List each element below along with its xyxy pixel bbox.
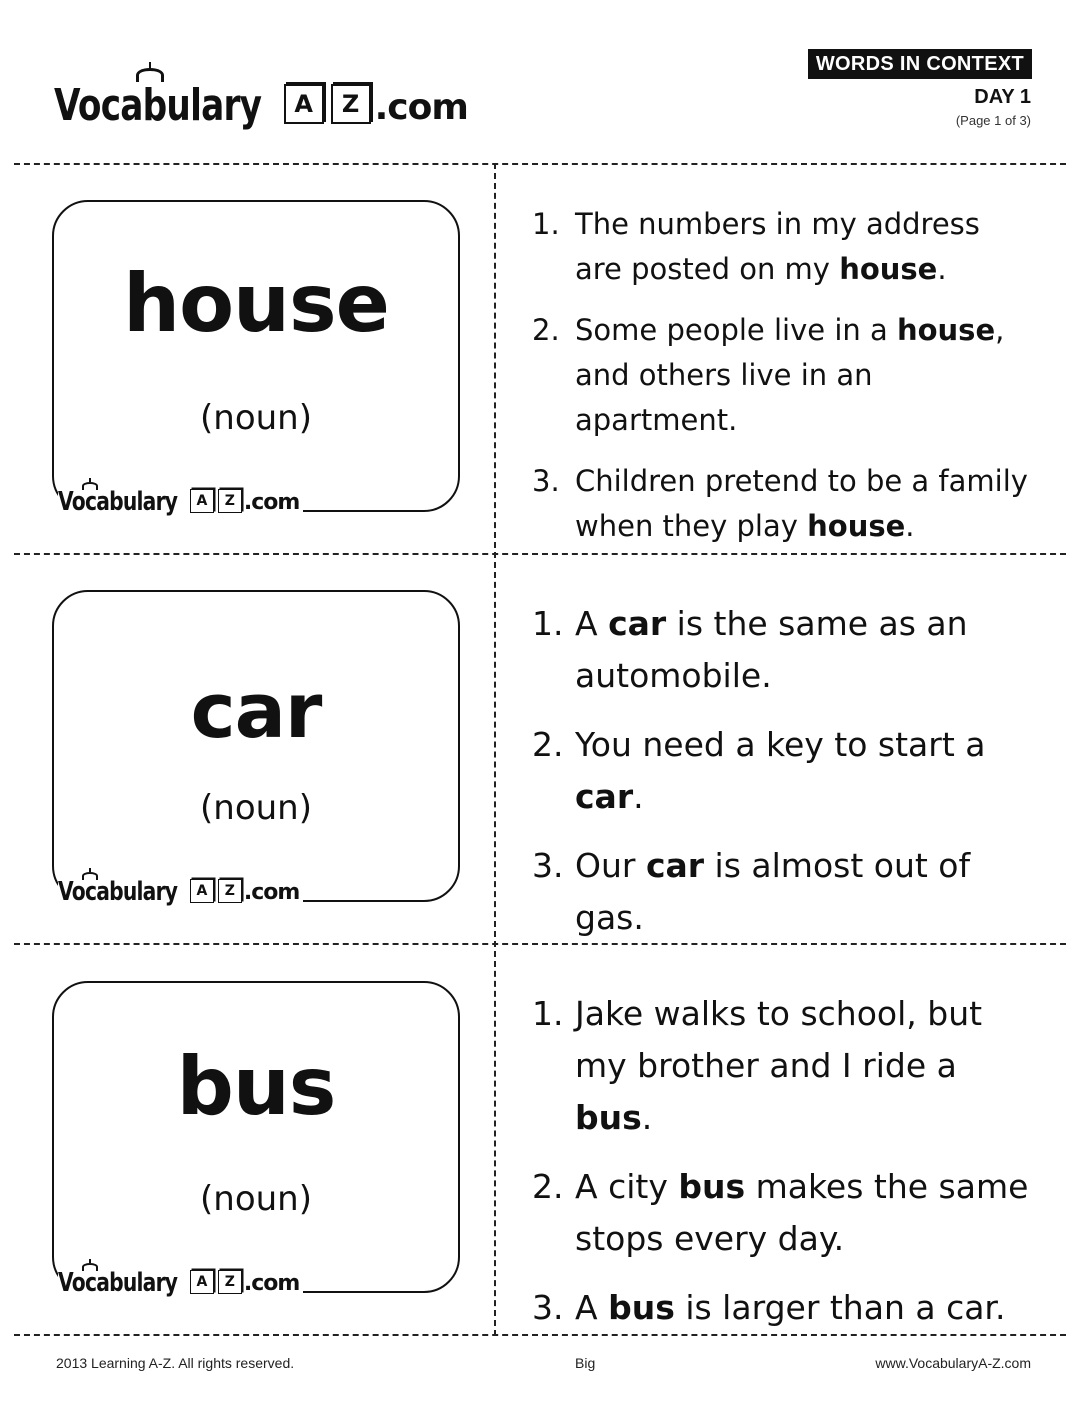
logo-word: Vocabulary xyxy=(58,487,178,517)
logo-dotcom: .com xyxy=(374,87,468,128)
part-of-speech: (noun) xyxy=(200,398,312,438)
keyword: bus xyxy=(608,1288,675,1327)
logo-word: Vocabulary xyxy=(58,877,178,907)
logo-blocks xyxy=(190,1270,246,1297)
sentence-list-house xyxy=(532,202,1032,565)
logo-blocks xyxy=(284,84,378,128)
word-card-house xyxy=(52,200,460,517)
logo-dotcom: .com xyxy=(243,490,300,515)
letter-block-a-icon: A xyxy=(190,879,214,903)
logo-blocks xyxy=(190,489,246,516)
logo-dotcom: .com xyxy=(243,880,300,905)
word-card-bus xyxy=(52,981,460,1298)
letter-block-a-icon: A xyxy=(190,1270,214,1294)
sentence-number: 3. xyxy=(532,464,560,498)
sentence-item xyxy=(532,1282,1032,1334)
keyword: house xyxy=(839,252,938,286)
logo-word: Vocabulary xyxy=(54,80,262,131)
word-card-car xyxy=(52,590,460,907)
keyword: bus xyxy=(575,1098,642,1137)
card-word: house xyxy=(123,257,389,350)
part-of-speech: (noun) xyxy=(200,1179,312,1219)
card-logo xyxy=(58,878,303,906)
card-word: car xyxy=(190,666,322,755)
sentence-text: Children pretend to be a family when they play house. xyxy=(575,464,1028,543)
day-label: DAY 1 xyxy=(974,86,1031,108)
sentence-number: 2. xyxy=(532,313,560,347)
logo-word: Vocabulary xyxy=(58,1268,178,1298)
card-logo xyxy=(58,1269,303,1297)
sentence-text: The numbers in my address are posted on my house. xyxy=(575,207,980,286)
sentence-text: A bus is larger than a car. xyxy=(575,1288,1006,1327)
sentence-item xyxy=(532,719,1032,823)
keyword: house xyxy=(896,313,996,347)
letter-block-z-icon: Z xyxy=(218,1270,242,1294)
keyword: house xyxy=(807,509,906,543)
level-label: Big xyxy=(575,1355,596,1371)
sentence-text: You need a key to start a car. xyxy=(575,725,986,816)
letter-block-z-icon: Z xyxy=(218,489,242,513)
sentence-item xyxy=(532,1161,1032,1265)
letter-block-a-icon: A xyxy=(190,489,214,513)
sentence-number: 1. xyxy=(532,994,564,1033)
sentence-text: Jake walks to school, but my brother and I ride a bus. xyxy=(575,994,983,1137)
keyword: car xyxy=(608,604,667,643)
sentence-number: 2. xyxy=(532,725,564,764)
letter-block-z-icon: Z xyxy=(331,84,371,124)
site-logo xyxy=(54,58,468,131)
sentence-number: 1. xyxy=(532,604,564,643)
logo-dotcom: .com xyxy=(243,1271,300,1296)
sentence-text: A city bus makes the same stops every day. xyxy=(575,1167,1029,1258)
card-word: bus xyxy=(176,1040,336,1133)
sentence-item xyxy=(532,202,1032,292)
sentence-list-car xyxy=(532,598,1032,961)
sentence-number: 1. xyxy=(532,207,560,241)
keyword: bus xyxy=(678,1167,746,1206)
copyright-text: 2013 Learning A-Z. All rights reserved. xyxy=(56,1355,295,1371)
letter-block-z-icon: Z xyxy=(218,879,242,903)
sentence-text: Some people live in a house, and others live in an apartment. xyxy=(575,313,1005,437)
letter-block-a-icon: A xyxy=(284,84,324,124)
keyword: car xyxy=(575,777,634,816)
sentence-text: A car is the same as an automobile. xyxy=(575,604,968,695)
page-indicator: (Page 1 of 3) xyxy=(955,113,1031,128)
logo-blocks xyxy=(190,879,246,906)
sentence-list-bus xyxy=(532,988,1032,1351)
cut-line-vertical xyxy=(494,163,496,1336)
sentence-item xyxy=(532,988,1032,1144)
sentence-number: 3. xyxy=(532,846,564,885)
sentence-item xyxy=(532,840,1032,944)
sentence-item xyxy=(532,308,1032,443)
worksheet-type-badge: WORDS IN CONTEXT xyxy=(808,49,1032,79)
sentence-number: 3. xyxy=(532,1288,564,1327)
footer-url: www.VocabularyA-Z.com xyxy=(875,1355,1031,1371)
card-logo xyxy=(58,488,303,516)
part-of-speech: (noun) xyxy=(200,788,312,828)
sentence-item xyxy=(532,598,1032,702)
sentence-text: Our car is almost out of gas. xyxy=(575,846,971,937)
cut-line xyxy=(14,163,1066,165)
sentence-item xyxy=(532,459,1032,549)
sentence-number: 2. xyxy=(532,1167,564,1206)
keyword: car xyxy=(645,846,705,885)
